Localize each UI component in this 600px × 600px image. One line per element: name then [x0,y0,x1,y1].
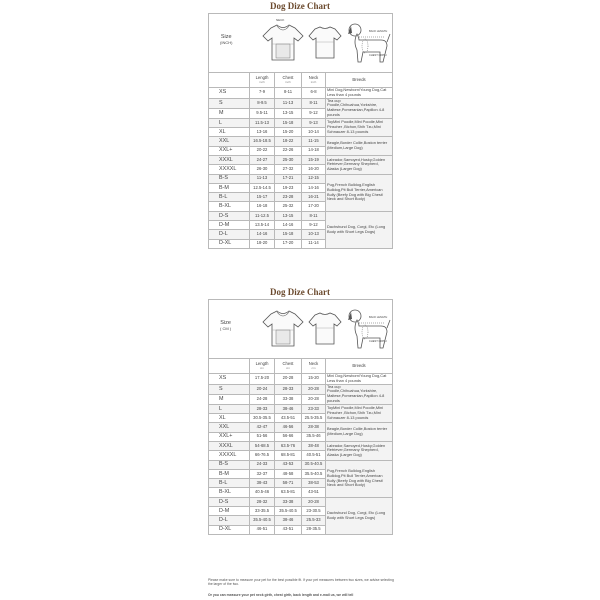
shirt-back-icon [307,24,343,62]
breeds-cell: Dachshund Dog, Corgi, Etc (Long Body with Short Legs Dogs) [326,211,393,248]
breeds-cell: Labrador,Samoyed,Husky,Golden Retriever,Germany Shepherd, Alaska (Larger Dog) [326,155,393,174]
breeds-cell: Beagle,Border Collie,Boston terrier (Medium,Large Dog) [326,137,393,156]
length-header: Length inch [250,73,275,88]
table-row: B-S 11-13 17-21 12-15 Pug,French Bulldog,English Bulldog,Pit Bull Terrier,American Bully (Beefy Dog with Big Chest/ Neck and Short Body) [209,174,393,183]
breeds-cell: Beagle,Border Collie,Boston terrier (Medium,Large Dog) [326,423,393,442]
table-row: XXL 16.5-18.5 18-22 11-15 Beagle,Border Collie,Boston terrier (Medium,Large Dog) [209,137,393,146]
chest-header: Chest inch [275,73,302,88]
measure-note-email: Or you can measure your pet neck girth, chest girth, back length and e-mail us, we will tell [208,593,354,597]
breeds-header: Breeds [326,73,393,88]
table-row: XL 13-16 15-20 10-14 [209,128,393,137]
neck-header: Neck cm [302,359,326,374]
table-row: B-M 32-37 48-58 35.5-40.5 [209,469,393,478]
breeds-cell: ToyMini Poodle,Mini Poodle,Mini Pinscher ,Bichon,Shih Tzu,Mini Schnauzer 8-13 pounds [326,118,393,137]
table-row: XXXL 24-27 25-30 15-19 Labrador,Samoyed,Husky,Golden Retriever,Germany Shepherd, Alaska (Larger Dog) [209,155,393,164]
table-row: XXXXL 66-76.5 68.5-81 40.5-51 [209,451,393,460]
table-row: B-XL 40.5-46 63.5-81 43-51 [209,488,393,497]
size-chart-cm [208,286,392,535]
table-row: B-XL 16-18 25-32 17-20 [209,202,393,211]
dog-measure-icon [345,18,391,68]
table-row: D-M 33-35.5 35.5-40.5 23-30.5 [209,507,393,516]
table-row: XL 30.5-35.5 43.5-51 25.5-35.5 [209,414,393,423]
table-header [209,73,393,88]
size-table-cm [208,299,393,535]
size-label: Size (INCH) [220,34,233,45]
breeds-cell: Tea cup Poodle,Chihuahua,Yorkshire, Maltese,Pomeranian,Papillon 4-8 pounds [326,384,393,404]
table-row: S 8-9.5 11-13 8-11 Tea cup Poodle,Chihuahua,Yorkshire, Maltese,Pomeranian,Papillon 4-8 pounds [209,98,393,108]
breeds-header: Breeds [326,359,393,374]
breeds-cell: Pug,French Bulldog,English Bulldog,Pit Bull Terrier,American Bully (Beefy Dog with Big Chest/ Neck and Short Body) [326,174,393,211]
back-length-label: BACK LENGTH [369,316,388,319]
table-row: L 11.5-13 15-18 9-13 ToyMini Poodle,Mini Poodle,Mini Pinscher ,Bichon,Shih Tzu,Mini Schnauzer 8-13 pounds [209,118,393,127]
chest-girth-label: CHEST GIRTH [369,340,387,343]
neck-label: NECK [276,18,285,22]
table-row: D-XL 46-51 43-51 28-35.5 [209,525,393,534]
breeds-cell: ToyMini Poodle,Mini Poodle,Mini Pinscher ,Bichon,Shih Tzu,Mini Schnauzer 8-13 pounds [326,404,393,423]
table-row: D-XL 18-20 17-20 11-14 [209,239,393,248]
table-header [209,359,393,374]
chest-girth-label: CHEST GIRTH [369,54,387,57]
table-row: B-M 12.5-14.5 19-23 14-16 [209,183,393,192]
table-row: XXXXL 26-30 27-32 16-20 [209,165,393,174]
size-chart-inch [208,0,392,249]
table-row: L 28-33 38-46 23-33 ToyMini Poodle,Mini Poodle,Mini Pinscher ,Bichon,Shih Tzu,Mini Schnauzer 8-13 pounds [209,404,393,413]
table-row: XXXL 54-68.5 63.5-76 38-48 Labrador,Samoyed,Husky,Golden Retriever,Germany Shepherd, Alaska (Larger Dog) [209,441,393,450]
length-header: Length cm [250,359,275,374]
table-row: XXL+ 20-22 22-26 14-18 [209,146,393,155]
size-label: Size ( CM ) [220,320,232,331]
back-length-label: BACK LENGTH [369,30,388,33]
shirt-back-icon [307,310,343,348]
table-row: M 24-28 33-38 20-28 [209,394,393,404]
measure-illustration [209,14,393,73]
chest-header: Chest cm [275,359,302,374]
table-row: D-L 14-16 15-18 10-13 [209,230,393,239]
table-row: XXL+ 51-56 56-66 35.5-46 [209,432,393,441]
table-row: XXL 42-47 46-56 28-38 Beagle,Border Collie,Boston terrier (Medium,Large Dog) [209,423,393,432]
size-table-inch [208,13,393,249]
table-row: B-L 15-17 23-28 16-21 [209,193,393,202]
dog-measure-icon [345,304,391,354]
breeds-cell: Mini Dog,Newborn/Young Dog,Cat Less than 4 pounds [326,88,393,99]
shirt-front-icon [261,308,305,350]
breeds-cell: Labrador,Samoyed,Husky,Golden Retriever,Germany Shepherd, Alaska (Larger Dog) [326,441,393,460]
table-row: S 20-24 28-33 20-28 Tea cup Poodle,Chihuahua,Yorkshire, Maltese,Pomeranian,Papillon 4-8 pounds [209,384,393,394]
table-row: D-M 13.5-14 14-16 9-12 [209,221,393,230]
shirt-front-icon [261,22,305,64]
breeds-cell: Mini Dog,Newborn/Young Dog,Cat Less than 4 pounds [326,374,393,385]
table-row: XS 17.5-20 20-28 15-20 Mini Dog,Newborn/Young Dog,Cat Less than 4 pounds [209,374,393,385]
table-row: D-S 28-32 33-38 20-28 Dachshund Dog, Corgi, Etc (Long Body with Short Legs Dogs) [209,497,393,506]
breeds-cell: Tea cup Poodle,Chihuahua,Yorkshire, Maltese,Pomeranian,Papillon 4-8 pounds [326,98,393,118]
table-row: B-S 24-33 43-53 30.5-40.5 Pug,French Bulldog,English Bulldog,Pit Bull Terrier,American Bully (Beefy Dog with Big Chest/ Neck and Short Body) [209,460,393,469]
table-row: M 9.5-11 13-15 9-12 [209,108,393,118]
neck-header: Neck inch [302,73,326,88]
chart-title: Dog Dize Chart [270,1,330,11]
table-row: XS 7-9 8-11 6-8 Mini Dog,Newborn/Young Dog,Cat Less than 4 pounds [209,88,393,99]
table-row: D-L 35.5-40.5 38-46 25.5-33 [209,516,393,525]
chart-title: Dog Dize Chart [270,287,330,297]
table-row: B-L 38-43 58-71 38-53 [209,479,393,488]
measure-note: Please make sure to measure your pet for the best possible fit. If your pet measures between two sizes, we advise selecting the larger of the two. [208,578,394,586]
breeds-cell: Dachshund Dog, Corgi, Etc (Long Body with Short Legs Dogs) [326,497,393,534]
table-row: D-S 11-12.5 13-15 8-11 Dachshund Dog, Corgi, Etc (Long Body with Short Legs Dogs) [209,211,393,220]
measure-illustration [209,300,393,359]
breeds-cell: Pug,French Bulldog,English Bulldog,Pit Bull Terrier,American Bully (Beefy Dog with Big Chest/ Neck and Short Body) [326,460,393,497]
